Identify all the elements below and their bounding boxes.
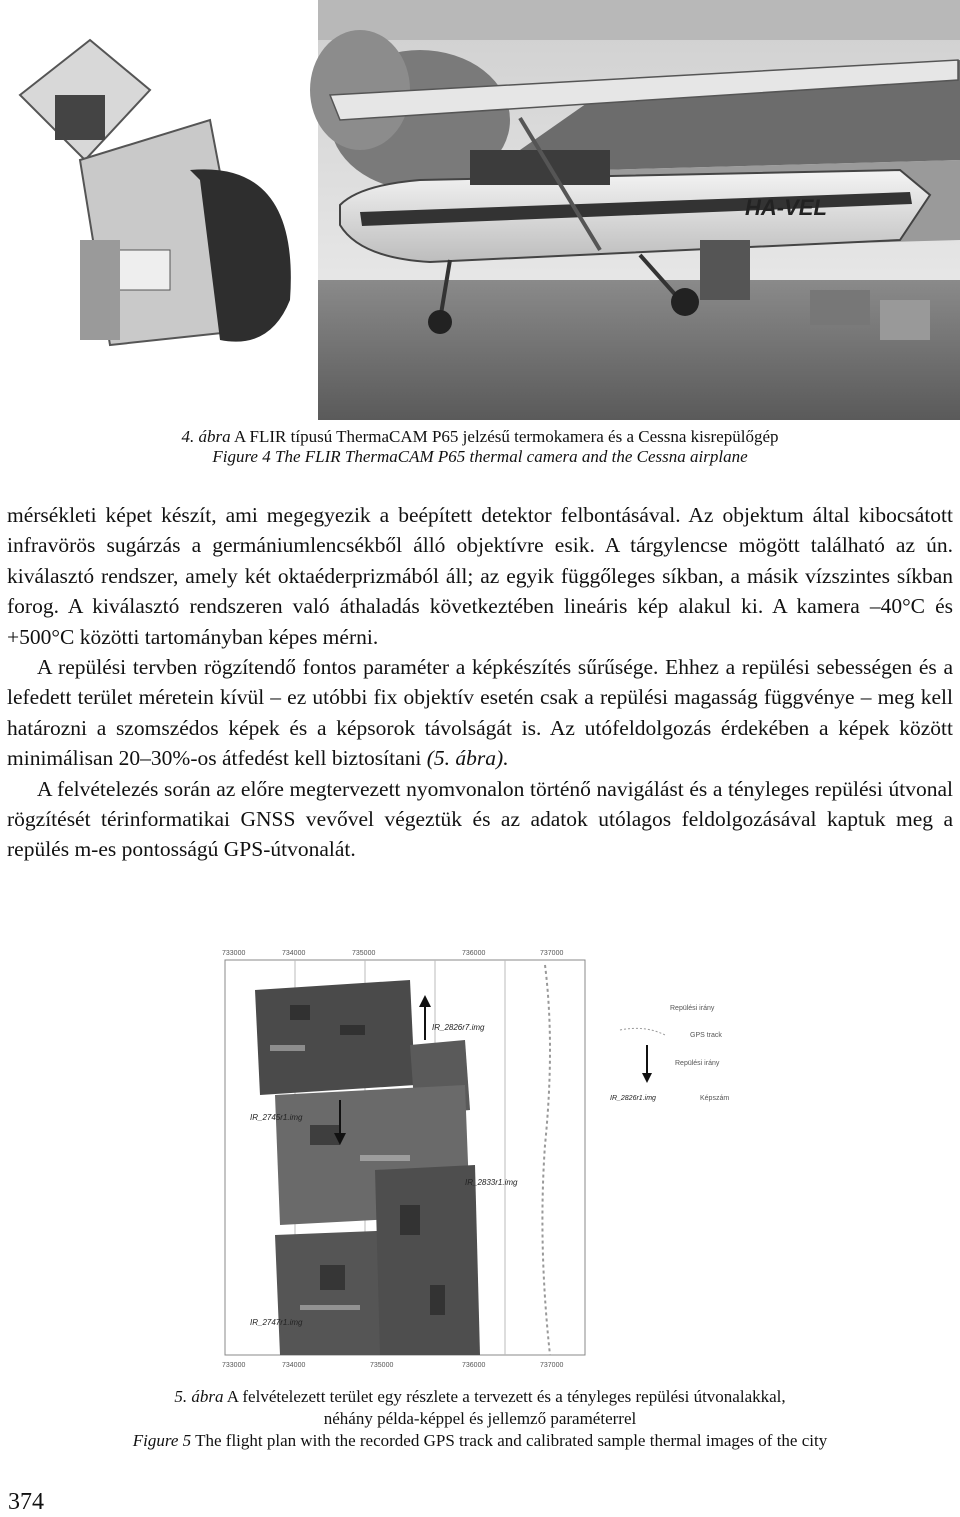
figure5-caption-en — [0, 1430, 960, 1452]
figure4-label-en: Figure 4 — [212, 447, 271, 466]
map-img-label-2: IR_2745r1.img — [250, 1113, 303, 1122]
legend-item-2: GPS track — [690, 1032, 722, 1039]
figure5-caption-hu-1 — [0, 1386, 960, 1408]
figure5-map-drawing — [200, 945, 760, 1370]
map-top-tick-5: 737000 — [540, 950, 564, 957]
legend-item-3: Repülési irány — [675, 1060, 720, 1067]
map-bottom-tick-3: 735000 — [370, 1362, 394, 1369]
figure5-text-hu-1: A felvételezett terület egy részlete a tervezett és a tényleges repülési útvonalakkal, — [223, 1387, 786, 1406]
figure5-label-hu: 5. ábra — [174, 1387, 224, 1406]
legend-img-label: IR_2826r1.img — [610, 1095, 656, 1102]
legend-item-4: Képszám — [700, 1095, 730, 1102]
map-bottom-tick-4: 736000 — [462, 1362, 486, 1369]
paragraph-2 — [7, 652, 953, 774]
map-legend — [610, 1005, 729, 1102]
figure5-caption-hu-2 — [0, 1408, 960, 1430]
figure5-map — [200, 945, 760, 1370]
map-img-label-4: IR_2747r1.img — [250, 1318, 303, 1327]
paragraph-3: A felvételezés során az előre megtervezett nyomvonalon történő navigálást és a tényleges repülési útvonal rögzítését térinformatikai GNSS vevővel végeztük és az adatok utólagos feldolgozásával kaptuk meg a repülés m-es pontosságú GPS-útvonalát. — [7, 776, 953, 862]
legend-item-1: Repülési irány — [670, 1005, 715, 1012]
figure4-caption-en — [0, 446, 960, 468]
figure4-text-hu: A FLIR típusú ThermaCAM P65 jelzésű termokamera és a Cessna kisrepülőgép — [230, 427, 779, 446]
paragraph-1: mérsékleti képet készít, ami megegyezik a beépített detektor felbontásával. Az objektum által kibocsátott infravörös sugárzás a germániumlencsékből álló objektívre esik. A tárgylencse mögött található az ún. kiválasztó rendszer, amely két oktaéderprizmából áll; az egyik függőleges síkban, a másik vízszintes síkban forog. A kiválasztó rendszeren való áthaladás következtében lineáris kép alakul ki. A kamera –40°C és +500°C közötti tartományban képes mérni. — [7, 503, 953, 649]
figure4-photo — [0, 0, 960, 420]
figure5-label-en: Figure 5 — [132, 1431, 192, 1450]
map-top-tick-2: 734000 — [282, 950, 306, 957]
figure4-caption-hu — [0, 426, 960, 448]
plane-registration: HA-VEL — [745, 195, 827, 220]
paragraph-2-text: A repülési tervben rögzítendő fontos paraméter a képkészítés sűrűsége. Ehhez a repülési sebességen és a lefedett terület méretein kívül – ez utóbbi fix objektív esetén csak a repülési magasság függvénye – meg kell határozni a szomszédos képek és a képsorok távolságát is. Az utófeldolgozás érdekében a képek között minimálisan 20–30%-os átfedést kell biztosítani — [7, 655, 953, 771]
map-img-label-1: IR_2826r7.img — [432, 1023, 485, 1032]
map-bottom-tick-1: 733000 — [222, 1362, 246, 1369]
map-top-tick-1: 733000 — [222, 950, 246, 957]
figure4-photo-drawing — [0, 0, 960, 420]
paragraph-2-ref: (5. ábra). — [426, 746, 509, 771]
map-top-tick-3: 735000 — [352, 950, 376, 957]
body-text — [7, 500, 953, 865]
figure4-text-en: The FLIR ThermaCAM P65 thermal camera and the Cessna airplane — [270, 447, 748, 466]
figure4-label-hu: 4. ábra — [181, 427, 231, 446]
figure5-text-en: The flight plan with the recorded GPS track and calibrated sample thermal images of the city — [191, 1431, 828, 1450]
map-bottom-tick-2: 734000 — [282, 1362, 306, 1369]
map-img-label-3: IR_2833r1.img — [465, 1178, 518, 1187]
figure5-text-hu-2: néhány példa-képpel és jellemző paraméterrel — [323, 1409, 637, 1428]
page-number: 374 — [8, 1489, 44, 1515]
map-top-tick-4: 736000 — [462, 950, 486, 957]
thermal-camera — [20, 40, 291, 345]
map-bottom-tick-5: 737000 — [540, 1362, 564, 1369]
